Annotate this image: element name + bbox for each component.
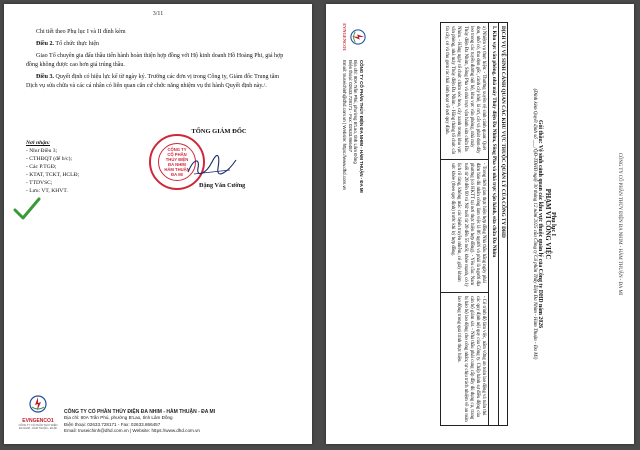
footer-address: Địa chỉ: 80A Trần Phú, phường B'Lao, tỉnh Lâm Đồng xyxy=(353,60,359,164)
logo-text: EVNGENCO1 xyxy=(341,23,347,51)
footer-company: CÔNG TY CỔ PHẦN THỦY ĐIỆN ĐA NHIM - HÀM THUẬN - ĐA MI xyxy=(359,60,364,193)
seal-line: CỔ PHẦN xyxy=(167,152,187,157)
detail-line: Chi tiết theo Phụ lục I và II đính kèm xyxy=(36,29,126,35)
recipient-item: - CTHĐQT (để b/c); xyxy=(26,156,73,162)
seal-line: ĐA NHIM xyxy=(168,162,186,167)
seal-line: ĐA MI xyxy=(171,172,183,177)
signature-title: TỔNG GIÁM ĐỐC xyxy=(191,128,247,135)
logo-subtitle: CÔNG TY CỔ PHẦN THỦY ĐIỆN ĐA NHIM - HÀM THUẬN - ĐA MI xyxy=(18,424,58,430)
article-2-paragraph: Giao Tổ chuyên gia đấu thầu tiến hành hoàn thiện hợp đồng với Hộ kinh doanh Hồ Hoàng Phi, giá hợp đồng không được cao hơn giá trúng thầu. xyxy=(26,53,284,68)
recipients-list xyxy=(26,139,79,195)
footer-info xyxy=(64,409,304,434)
article-2-text: Tổ chức thực hiện xyxy=(55,41,100,47)
article-2-label: Điều 2. xyxy=(36,41,54,47)
footer-address: Địa chỉ: 80A Trần Phú, phường B'Lao, tỉnh Lâm Đồng xyxy=(64,415,173,421)
recipient-item: - KTAT, TCKT, HCLĐ; xyxy=(26,172,80,178)
appendix-title: PHẠM VI CÔNG VIỆC xyxy=(543,188,551,260)
signature-icon xyxy=(184,154,240,178)
article-3 xyxy=(26,73,288,91)
footer-phone: Điện thoại: 02633.728171 - Fax: 02633.866457 xyxy=(64,421,161,427)
decision-reference: (Đính kèm Quyết định số ___/QĐ-TĐHĐ ngày 30 tháng 12 năm 2025 của Công ty Cổ phần Thủy điện Đa Nhim - Hàm Thuận - Đa Mi) xyxy=(531,88,537,360)
appendix-label: Phụ lục I xyxy=(550,211,557,237)
table-section: I. Khu vực văn phòng, nhà máy Thủy điện Đa Nhim, Sông Pha và nhà trực vận hành, sửa chữa Đa Nhim xyxy=(488,23,497,425)
footer-logo xyxy=(340,20,366,54)
footer-logo xyxy=(18,395,58,430)
seal-line: CÔNG TY xyxy=(167,147,187,152)
article-3-label: Điều 3. xyxy=(36,74,54,80)
article-2 xyxy=(26,40,288,49)
appendix-subtitle: Gói thầu: Vệ sinh cảnh quan các khu vực thuộc quản lý của Công ty DHD năm 2026 xyxy=(537,119,544,329)
appendix-title-block xyxy=(530,24,556,424)
table-cell: a) Nhiệm vụ thực hiện: - Thường xuyên vệ sinh cảnh quan: Quét dọn, nhổ cỏ, thu dọn gốc, cành cây khô, lá rơi, cắt và phát dọn dây leo trong các tuyến đường nội bộ, khu vực văn phòng, nhà máy Thủy điện Đa Nhim, Sông Pha và nhà trực vận hành sửa chữa Đa Nhim. - Hằng ngày tổ chức chăm sóc hoa, cây xanh trong khu vực văn phòng, nhà máy Thủy điện Đa Nhim. - Hằng tháng tổ chức cắt tỉa cây, cỏ và thu gom rác thải sinh hoạt về nơi quy định. xyxy=(441,23,488,160)
table-row xyxy=(441,23,488,425)
evn-logo-icon xyxy=(29,395,47,413)
footer-email: Email: truseichinh@dhd.com.vn | Website: https://www.dhd.com.vn xyxy=(64,427,200,433)
table-cell: - Có trình độ làm việc, nắm vững an toàn lao động và tuân thủ các quy định nội quy của Công ty. Chấp hành sự điều động của cán bộ giám sát. - Nhà thầu phải cung cấp đầy đủ dụng cụ, trang bị bảo hộ lao động cho công nhân; tự chịu trách nhiệm về an toàn lao động trong quá trình thực hiện. xyxy=(456,295,487,422)
recipient-item: - Lưu: VT, KHVT. xyxy=(26,188,68,194)
recipient-item: - Các P.TGĐ; xyxy=(26,164,57,170)
table-header: DỊCH VỤ VỆ SINH CẢNH QUAN CÁC KHU VỰC THUỘC QUẢN LÝ CỦA CÔNG TY DHD xyxy=(498,23,507,425)
decision-body xyxy=(26,28,288,94)
table-cell: - Trong thời gian thực hiện hợp đồng Nhà thầu hằng ngày phải đảm bảo đủ nhân công làm việc là 06 người và phải là người địa phương (có HKTT tại nơi thực hiện hợp đồng). - Yêu cầu: Nam tuổi từ 20 đến 60 và Nữ tuổi từ 20 đến 55 tuổi; khỏe mạnh, có lý lịch rõ ràng, không mắc các bệnh truyền nhiễm, có giấy khám sức khỏe (theo quy định) trước khi ký hợp đồng. xyxy=(441,160,488,293)
recipients-heading: Nơi nhận: xyxy=(26,140,50,146)
article-3-text: Quyết định có hiệu lực kể từ ngày ký. Trưởng các đơn vị trong Công ty, Giám đốc Trung tâm Dịch vụ sửa chữa và các cá nhân có liên quan căn cứ chức năng nhiệm vụ thi hành Quyết định này./. xyxy=(26,74,280,89)
page-number: 3/11 xyxy=(152,11,164,17)
appendix-header: CÔNG TY CỔ PHẦN THỦY ĐIỆN ĐA NHIM - HÀM THUẬN - ĐA MI xyxy=(617,152,622,296)
logo-text: EVNGENCO1 xyxy=(22,418,54,424)
appendix-footer xyxy=(338,20,366,428)
document-page-right xyxy=(326,4,634,444)
footer-phone: Điện thoại: 02633.728171 - Fax: 02633.866457 xyxy=(347,60,353,153)
footer-info xyxy=(342,60,364,193)
evn-logo-icon xyxy=(350,29,366,45)
recipient-item: - Như Điều 3; xyxy=(26,148,58,154)
signer-name: Đặng Văn Cường xyxy=(199,182,246,189)
rotated-appendix xyxy=(334,14,626,434)
footer-email: Email: truseichinh@dhd.com.vn | Website: https://www.dhd.com.vn xyxy=(342,60,348,190)
scope-table xyxy=(440,22,508,426)
check-mark-icon xyxy=(12,196,42,222)
recipient-item: - TTDVSC; xyxy=(26,180,53,186)
document-page-left xyxy=(4,4,312,444)
footer-company: CÔNG TY CỔ PHẦN THỦY ĐIỆN ĐA NHIM - HÀM THUẬN - ĐA MI xyxy=(64,409,216,416)
seal-line: HÀM THUẬN xyxy=(164,167,190,172)
seal-line: THỦY ĐIỆN xyxy=(165,157,189,162)
